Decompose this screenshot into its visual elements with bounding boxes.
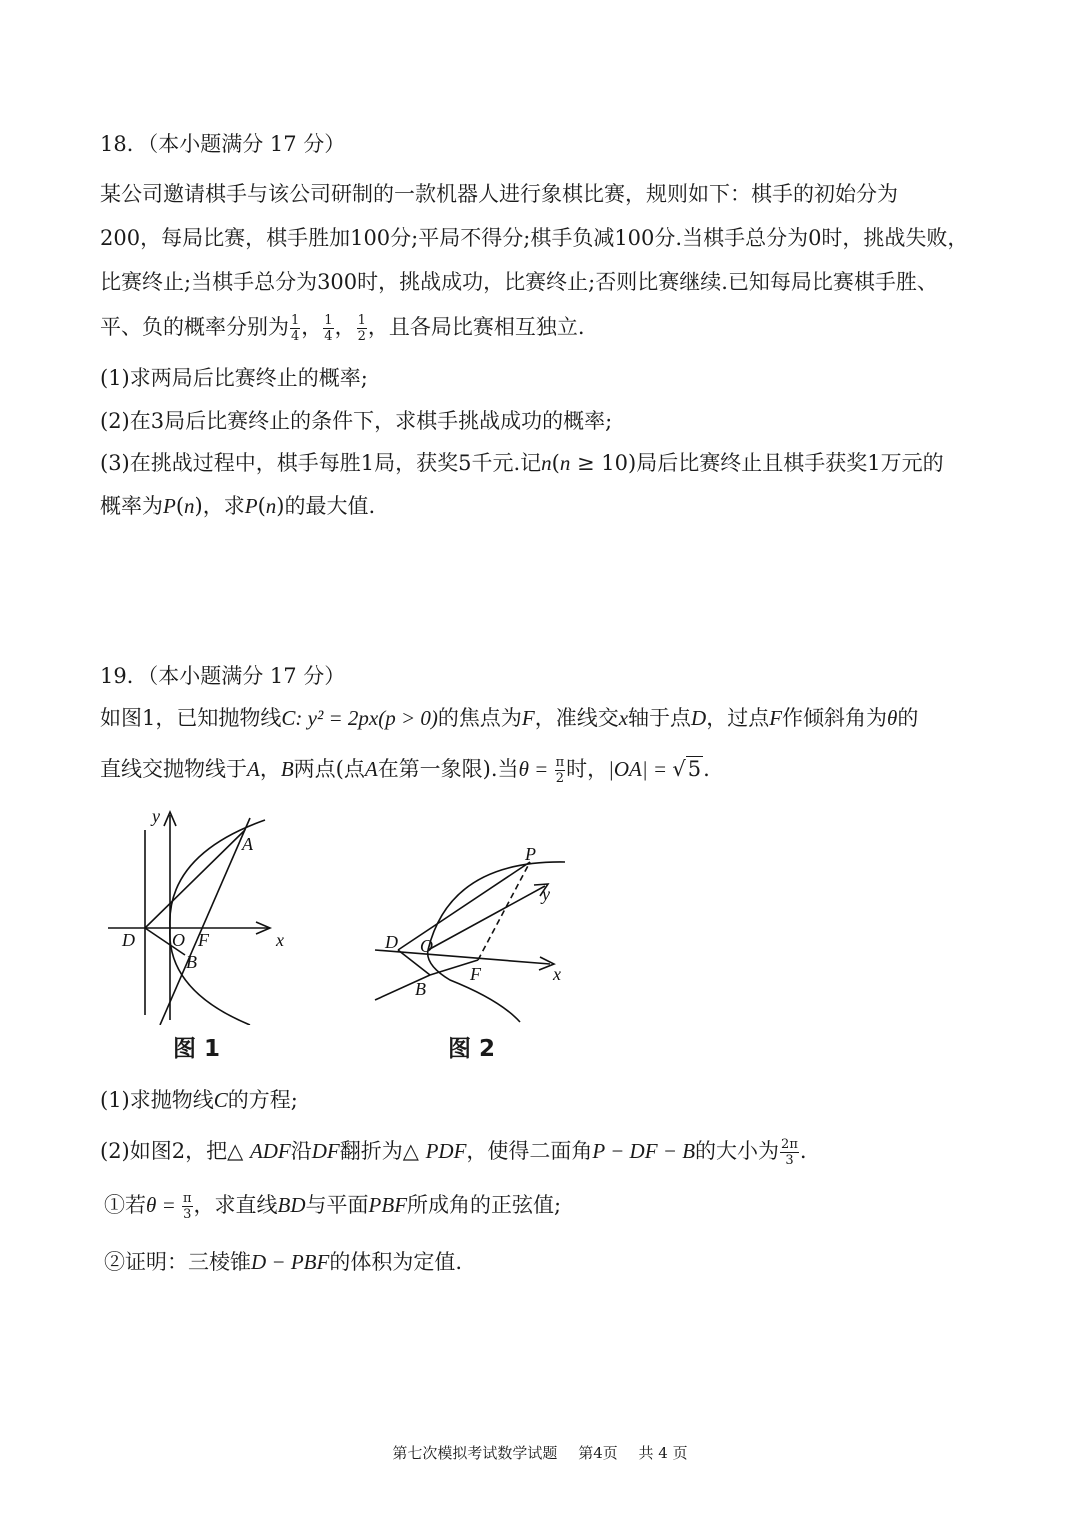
text: 平、负的概率分别为 bbox=[100, 315, 289, 339]
figure-2-diagram bbox=[370, 840, 580, 1025]
text: 两点(点 bbox=[293, 757, 365, 781]
text: 轴于点 bbox=[628, 706, 692, 730]
label-o: O bbox=[420, 936, 433, 956]
label-p: P bbox=[525, 844, 536, 864]
denominator: 2 bbox=[555, 771, 564, 786]
text: 的大小为 bbox=[695, 1139, 780, 1163]
q18-text-line1: 某公司邀请棋手与该公司研制的一款机器人进行象棋比赛，规则如下：棋手的初始分为 bbox=[100, 182, 898, 206]
text: ，且各局比赛相互独立. bbox=[367, 315, 585, 339]
label-o: O bbox=[172, 930, 185, 950]
math-var: n bbox=[541, 451, 552, 475]
text: 的 bbox=[897, 706, 919, 730]
numerator: 1 bbox=[324, 313, 333, 328]
text: ，求直线 bbox=[193, 1193, 278, 1217]
q19-sub2-part2 bbox=[104, 1252, 462, 1273]
q18-sub3 bbox=[100, 453, 944, 474]
text: 的体积为定值. bbox=[329, 1250, 463, 1274]
text: (3)在挑战过程中，棋手每胜1局，获奖5千元.记 bbox=[100, 451, 542, 475]
label-d: D bbox=[122, 930, 135, 950]
text: ，使得二面角 bbox=[466, 1139, 593, 1163]
q18-sub1: (1)求两局后比赛终止的概率; bbox=[100, 366, 368, 390]
math-var: P bbox=[163, 494, 176, 518]
text: ≥ 10)局后比赛终止且棋手获奖1万元的 bbox=[570, 451, 944, 475]
q18-sub2: (2)在3局后比赛终止的条件下，求棋手挑战成功的概率; bbox=[100, 409, 613, 433]
math-var: C bbox=[213, 1088, 228, 1112]
chord-ab bbox=[160, 818, 250, 1025]
math-expr: θ = bbox=[146, 1193, 181, 1217]
text: )，求 bbox=[194, 494, 245, 518]
fraction bbox=[182, 1192, 193, 1221]
math-var: F bbox=[521, 706, 535, 730]
footer-title: 第七次模拟考试数学试题 bbox=[392, 1444, 558, 1462]
text: ，准线交 bbox=[534, 706, 619, 730]
label-x: x bbox=[553, 964, 561, 984]
fraction bbox=[290, 314, 300, 343]
q18-text-line2: 200，每局比赛，棋手胜加100分;平局不得分;棋手负减100分.当棋手总分为0时，挑战失败， bbox=[100, 226, 969, 250]
text: )的最大值. bbox=[276, 494, 376, 518]
radicand: 5 bbox=[687, 757, 702, 781]
text: ( bbox=[551, 451, 560, 475]
math-expr: |OA| = bbox=[608, 757, 673, 781]
math-var: F bbox=[769, 706, 783, 730]
denominator: 4 bbox=[291, 329, 300, 344]
math-expr: BD bbox=[277, 1193, 306, 1217]
math-var: n bbox=[265, 494, 277, 518]
fraction bbox=[780, 1138, 799, 1167]
label-f: F bbox=[470, 964, 481, 984]
text: 的焦点为 bbox=[437, 706, 522, 730]
segment-da bbox=[145, 830, 245, 928]
math-expr: ADF bbox=[249, 1139, 291, 1163]
text: 概率为 bbox=[100, 494, 163, 518]
fraction bbox=[323, 314, 333, 343]
math-expr: C: y² = 2px(p > 0) bbox=[281, 706, 438, 730]
text: 如图1，已知抛物线 bbox=[100, 706, 282, 730]
folded-parabola bbox=[428, 862, 565, 950]
math-var: n bbox=[184, 494, 195, 518]
numerator: π bbox=[183, 1191, 192, 1206]
math-var: P bbox=[244, 494, 258, 518]
math-var: A bbox=[247, 757, 260, 781]
sqrt: √5 bbox=[672, 757, 702, 781]
math-var: θ bbox=[887, 706, 898, 730]
math-var: D bbox=[691, 706, 707, 730]
denominator: 3 bbox=[183, 1207, 192, 1222]
math-var: n bbox=[559, 451, 571, 475]
q19-sub2 bbox=[100, 1138, 807, 1167]
q18-sub3-cont bbox=[100, 496, 375, 517]
text: 的方程; bbox=[227, 1088, 298, 1112]
fraction bbox=[555, 756, 566, 785]
math-expr: DF bbox=[311, 1139, 340, 1163]
label-y: y bbox=[542, 884, 550, 904]
text: ( bbox=[257, 494, 266, 518]
q18-text-line4 bbox=[100, 314, 585, 343]
text: 沿 bbox=[290, 1139, 312, 1163]
denominator: 4 bbox=[324, 329, 333, 344]
text: 时， bbox=[566, 757, 609, 781]
text: 直线交抛物线于 bbox=[100, 757, 247, 781]
numerator: 2π bbox=[781, 1137, 798, 1152]
text: ( bbox=[175, 494, 185, 518]
label-f: F bbox=[198, 930, 209, 950]
page-footer bbox=[0, 1442, 1080, 1463]
denominator: 3 bbox=[785, 1153, 794, 1168]
q19-sub1 bbox=[100, 1090, 298, 1111]
numerator: π bbox=[555, 755, 565, 770]
text: 作倾斜角为 bbox=[782, 706, 888, 730]
text: 在第一象限).当 bbox=[377, 757, 519, 781]
math-expr: P − DF − B bbox=[592, 1139, 696, 1163]
q19-header: 19．（本小题满分 17 分） bbox=[100, 664, 346, 688]
math-expr: PBF bbox=[368, 1193, 408, 1217]
segment-dp bbox=[398, 862, 530, 950]
math-expr: PDF bbox=[425, 1139, 467, 1163]
text: ， bbox=[259, 757, 281, 781]
footer-page: 第4页 bbox=[578, 1444, 618, 1462]
figure-2-caption: 图 2 bbox=[448, 1036, 496, 1062]
numerator: 1 bbox=[291, 313, 300, 328]
math-var: A bbox=[364, 757, 378, 781]
q19-text-line1 bbox=[100, 708, 918, 729]
label-y: y bbox=[152, 806, 160, 826]
text: . bbox=[703, 757, 710, 781]
figure-1-diagram bbox=[100, 800, 300, 1025]
q18-header: 18．（本小题满分 17 分） bbox=[100, 132, 346, 156]
text: ，过点 bbox=[706, 706, 770, 730]
text: 翻折为△ bbox=[339, 1139, 426, 1163]
denominator: 2 bbox=[357, 329, 366, 344]
text: ①若 bbox=[104, 1193, 146, 1217]
label-x: x bbox=[276, 930, 284, 950]
text: 与平面 bbox=[305, 1193, 369, 1217]
figure-1-caption: 图 1 bbox=[173, 1036, 221, 1062]
text: 所成角的正弦值; bbox=[407, 1193, 562, 1217]
text: ， bbox=[334, 315, 356, 339]
footer-total: 共 4 页 bbox=[638, 1444, 688, 1462]
text: (1)求抛物线 bbox=[100, 1088, 214, 1112]
q19-text-line2 bbox=[100, 756, 710, 785]
math-var: x bbox=[618, 706, 629, 730]
text: (2)如图2，把△ bbox=[100, 1139, 250, 1163]
math-expr: D − PBF bbox=[251, 1250, 330, 1274]
math-expr: θ = bbox=[518, 757, 554, 781]
text: ， bbox=[301, 315, 323, 339]
text: ②证明：三棱锥 bbox=[104, 1250, 251, 1274]
label-d: D bbox=[385, 932, 398, 952]
label-b: B bbox=[186, 952, 197, 972]
label-b: B bbox=[415, 979, 426, 999]
q18-text-line3: 比赛终止;当棋手总分为300时，挑战成功，比赛终止;否则比赛继续.已知每局比赛棋手胜、 bbox=[100, 270, 938, 294]
numerator: 1 bbox=[357, 313, 366, 328]
q19-sub2-part1 bbox=[104, 1192, 561, 1221]
math-var: B bbox=[280, 757, 294, 781]
text: . bbox=[799, 1139, 807, 1163]
fraction bbox=[357, 314, 367, 343]
label-a: A bbox=[242, 834, 253, 854]
